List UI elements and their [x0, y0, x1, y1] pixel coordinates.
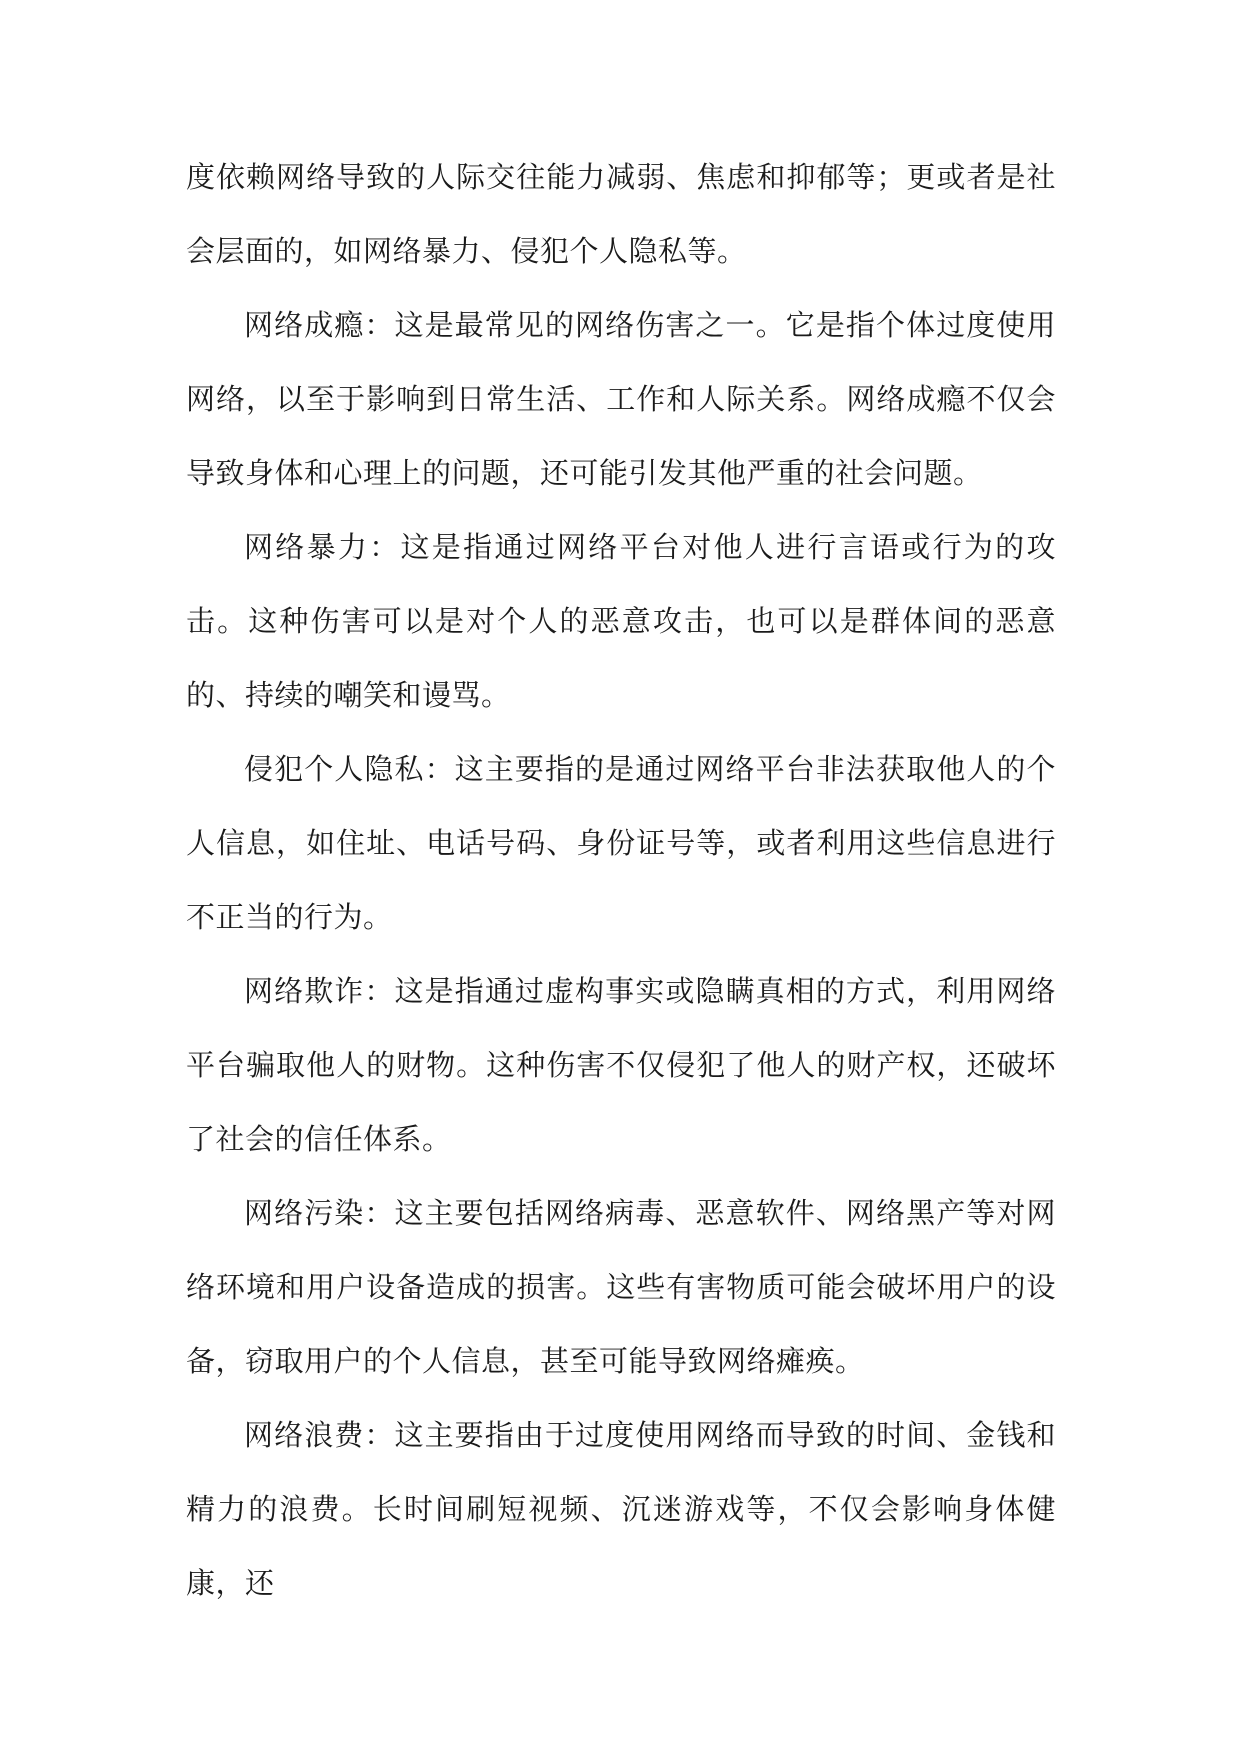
paragraph-privacy-invasion: 侵犯个人隐私：这主要指的是通过网络平台非法获取他人的个人信息，如住址、电话号码、身份证号等，或者利用这些信息进行不正当的行为。: [186, 752, 1056, 934]
paragraph-cyber-violence: 网络暴力：这是指通过网络平台对他人进行言语或行为的攻击。这种伤害可以是对个人的恶意攻击，也可以是群体间的恶意的、持续的嘲笑和谩骂。: [186, 530, 1056, 712]
paragraph-continuation: 度依赖网络导致的人际交往能力减弱、焦虑和抑郁等；更或者是社会层面的，如网络暴力、侵犯个人隐私等。: [186, 160, 1056, 268]
paragraph-internet-addiction: 网络成瘾：这是最常见的网络伤害之一。它是指个体过度使用网络，以至于影响到日常生活、工作和人际关系。网络成瘾不仅会导致身体和心理上的问题，还可能引发其他严重的社会问题。: [186, 308, 1056, 490]
paragraph-online-fraud: 网络欺诈：这是指通过虚构事实或隐瞒真相的方式，利用网络平台骗取他人的财物。这种伤害不仅侵犯了他人的财产权，还破坏了社会的信任体系。: [186, 974, 1056, 1156]
document-body: [186, 140, 1056, 1620]
paragraph-network-waste: 网络浪费：这主要指由于过度使用网络而导致的时间、金钱和精力的浪费。长时间刷短视频、沉迷游戏等，不仅会影响身体健康，还: [186, 1418, 1056, 1600]
paragraph-network-pollution: 网络污染：这主要包括网络病毒、恶意软件、网络黑产等对网络环境和用户设备造成的损害。这些有害物质可能会破坏用户的设备，窃取用户的个人信息，甚至可能导致网络瘫痪。: [186, 1196, 1056, 1378]
